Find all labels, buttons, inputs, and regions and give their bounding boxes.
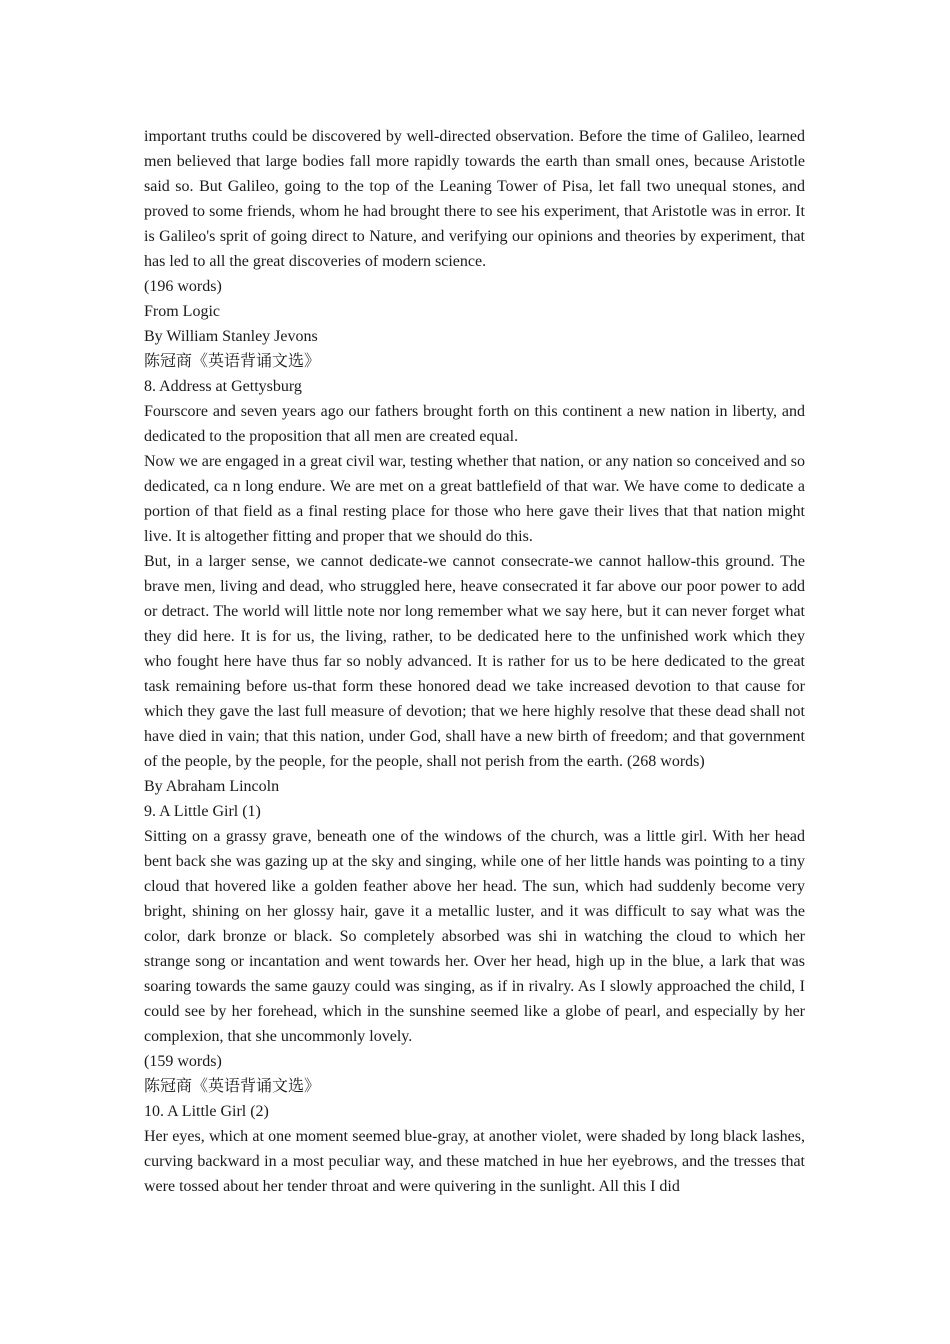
author-jevons: By William Stanley Jevons [144, 328, 318, 345]
author-lincoln: By Abraham Lincoln [144, 778, 280, 795]
paragraph-little-girl-1: Sitting on a grassy grave, beneath one of the windows of the church, was a little girl. With her head bent back she was gazing up at the sky and singing, while one of her little hands was pointing to a tiny cloud that hovered like a golden feather above her head. The sun, which had suddenly become very bright, shining on her glossy hair, gave it a metallic luster, and it was difficult to say what was the color, dark bronze or black. So completely absorbed was shi in watching the cloud to which her strange song or incantation and went towards her. Over her head, high up in the blue, a lark that was soaring towards the same gauzy could was singing, as if in rivalry. As I slowly approached the child, I could see by her forehead, which in the sunshine seemed like a globe of pearl, and especially by her complexion, that she uncommonly lovely. [144, 828, 805, 1045]
anthology-credit: 陈冠商《英语背诵文选》 [144, 353, 321, 370]
paragraph-gettysburg-3: But, in a larger sense, we cannot dedicate-we cannot consecrate-we cannot hallow-this ground. The brave men, living and dead, who struggled here, heave consecrated it far above our poor power to add or detract. The world will little note nor long remember what we say here, but it can never forget what they did here. It is for us, the living, rather, to be dedicated here to the unfinished work which they who fought here have thus far so nobly advanced. It is rather for us to be here dedicated to the great task remaining before us-that form these honored dead we take increased devotion to that cause for which they gave the last full measure of devotion; that we here highly resolve that these dead shall not have died in vain; that this nation, under God, shall have a new birth of freedom; and that government of the people, by the people, for the people, shall not perish from the earth. (268 words) [144, 553, 805, 770]
section-heading-little-girl-2: 10. A Little Girl (2) [144, 1103, 269, 1120]
section-heading-gettysburg: 8. Address at Gettysburg [144, 378, 302, 395]
paragraph-gettysburg-2: Now we are engaged in a great civil war, testing whether that nation, or any nation so conceived and so dedicated, ca n long endure. We are met on a great battlefield of that war. We have come to dedicate a portion of that field as a final resting place for those who here gave their lives that that nation might live. It is altogether fitting and proper that we should do this. [144, 453, 805, 545]
section-heading-little-girl-1: 9. A Little Girl (1) [144, 803, 261, 820]
paragraph-gettysburg-1: Fourscore and seven years ago our fathers brought forth on this continent a new nation in liberty, and dedicated to the proposition that all men are created equal. [144, 403, 805, 445]
source-logic: From Logic [144, 303, 220, 320]
word-count-159: (159 words) [144, 1053, 222, 1070]
document-page [144, 124, 805, 1199]
word-count-196: (196 words) [144, 278, 222, 295]
paragraph-little-girl-2: Her eyes, which at one moment seemed blue-gray, at another violet, were shaded by long black lashes, curving backward in a most peculiar way, and these matched in hue her eyebrows, and the tresses that were tossed about her tender throat and were quivering in the sunlight. All this I did [144, 1128, 805, 1195]
paragraph-galileo-continued: important truths could be discovered by well-directed observation. Before the time of Galileo, learned men believed that large bodies fall more rapidly towards the earth than small ones, because Aristotle said so. But Galileo, going to the top of the Leaning Tower of Pisa, let fall two unequal stones, and proved to some friends, whom he had brought there to see his experiment, that Aristotle was in error. It is Galileo's sprit of going direct to Nature, and verifying our opinions and theories by experiment, that has led to all the great discoveries of modern science. [144, 128, 805, 270]
anthology-credit: 陈冠商《英语背诵文选》 [144, 1078, 321, 1095]
